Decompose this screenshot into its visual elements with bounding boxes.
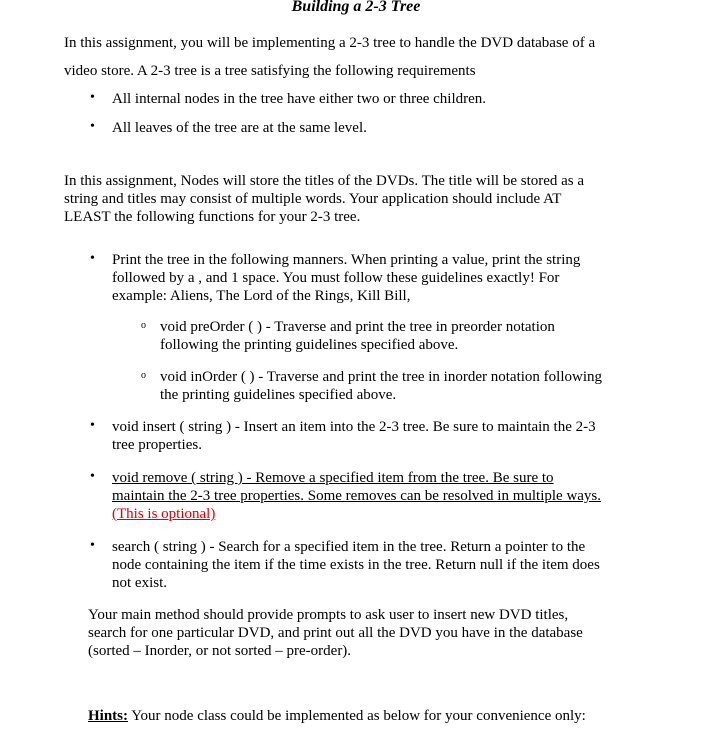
hints-text: Your node class could be implemented as below for your convenience only: [128, 708, 586, 724]
para2-line-1: In this assignment, Nodes will store the titles of the DVDs. The title will be stored as a [64, 173, 585, 189]
main-para-line-2: search for one particular DVD, and print out all the DVD you have in the database [88, 625, 583, 641]
optional-note: (This is optional) [112, 506, 216, 522]
bullet-icon: • [90, 538, 95, 553]
search-line-3: not exist. [112, 575, 167, 591]
main-para-line-3: (sorted – Inorder, or not sorted – pre-order). [88, 643, 352, 659]
remove-line-2: maintain the 2-3 tree properties. Some removes can be resolved in multiple ways. [112, 488, 602, 504]
remove-line-1: void remove ( string ) - Remove a specified item from the tree. Be sure to [112, 470, 554, 486]
intro-line-1: In this assignment, you will be implementing a 2-3 tree to handle the DVD database of a [64, 35, 596, 51]
bullet-icon: • [90, 469, 95, 484]
hints-line [88, 707, 586, 725]
circle-bullet-icon: o [141, 370, 146, 381]
inorder-line-2: the printing guidelines specified above. [160, 387, 397, 403]
intro-line-2: video store. A 2-3 tree is a tree satisfying the following requirements [64, 63, 476, 79]
bullet-icon: • [90, 90, 95, 105]
print-item-line-1: Print the tree in the following manners. When printing a value, print the string [112, 252, 581, 268]
search-line-1: search ( string ) - Search for a specified item in the tree. Return a pointer to the [112, 539, 586, 555]
bullet-icon: • [90, 251, 95, 266]
inorder-line-1: void inOrder ( ) - Traverse and print the tree in inorder notation following [160, 369, 602, 385]
bullet-icon: • [90, 119, 95, 134]
hints-label: Hints: [88, 708, 129, 724]
insert-line-2: tree properties. [112, 437, 202, 453]
bullet-icon: • [90, 418, 95, 433]
print-item-line-3: example: Aliens, The Lord of the Rings, Kill Bill, [112, 288, 411, 304]
para2-line-3: LEAST the following functions for your 2-3 tree. [64, 209, 361, 225]
document-title: Building a 2-3 Tree [291, 0, 421, 15]
print-item-line-2: followed by a , and 1 space. You must follow these guidelines exactly! For [112, 270, 560, 286]
insert-line-1: void insert ( string ) - Insert an item into the 2-3 tree. Be sure to maintain the 2-3 [112, 419, 596, 435]
requirement-item: All internal nodes in the tree have either two or three children. [112, 91, 487, 107]
circle-bullet-icon: o [141, 320, 146, 331]
preorder-line-2: following the printing guidelines specified above. [160, 337, 459, 353]
search-line-2: node containing the item if the time exists in the tree. Return null if the item does [112, 557, 600, 573]
preorder-line-1: void preOrder ( ) - Traverse and print the tree in preorder notation [160, 319, 555, 335]
requirement-item: All leaves of the tree are at the same level. [112, 120, 367, 136]
para2-line-2: string and titles may consist of multiple words. Your application should include AT [64, 191, 562, 207]
main-para-line-1: Your main method should provide prompts to ask user to insert new DVD titles, [88, 607, 569, 623]
